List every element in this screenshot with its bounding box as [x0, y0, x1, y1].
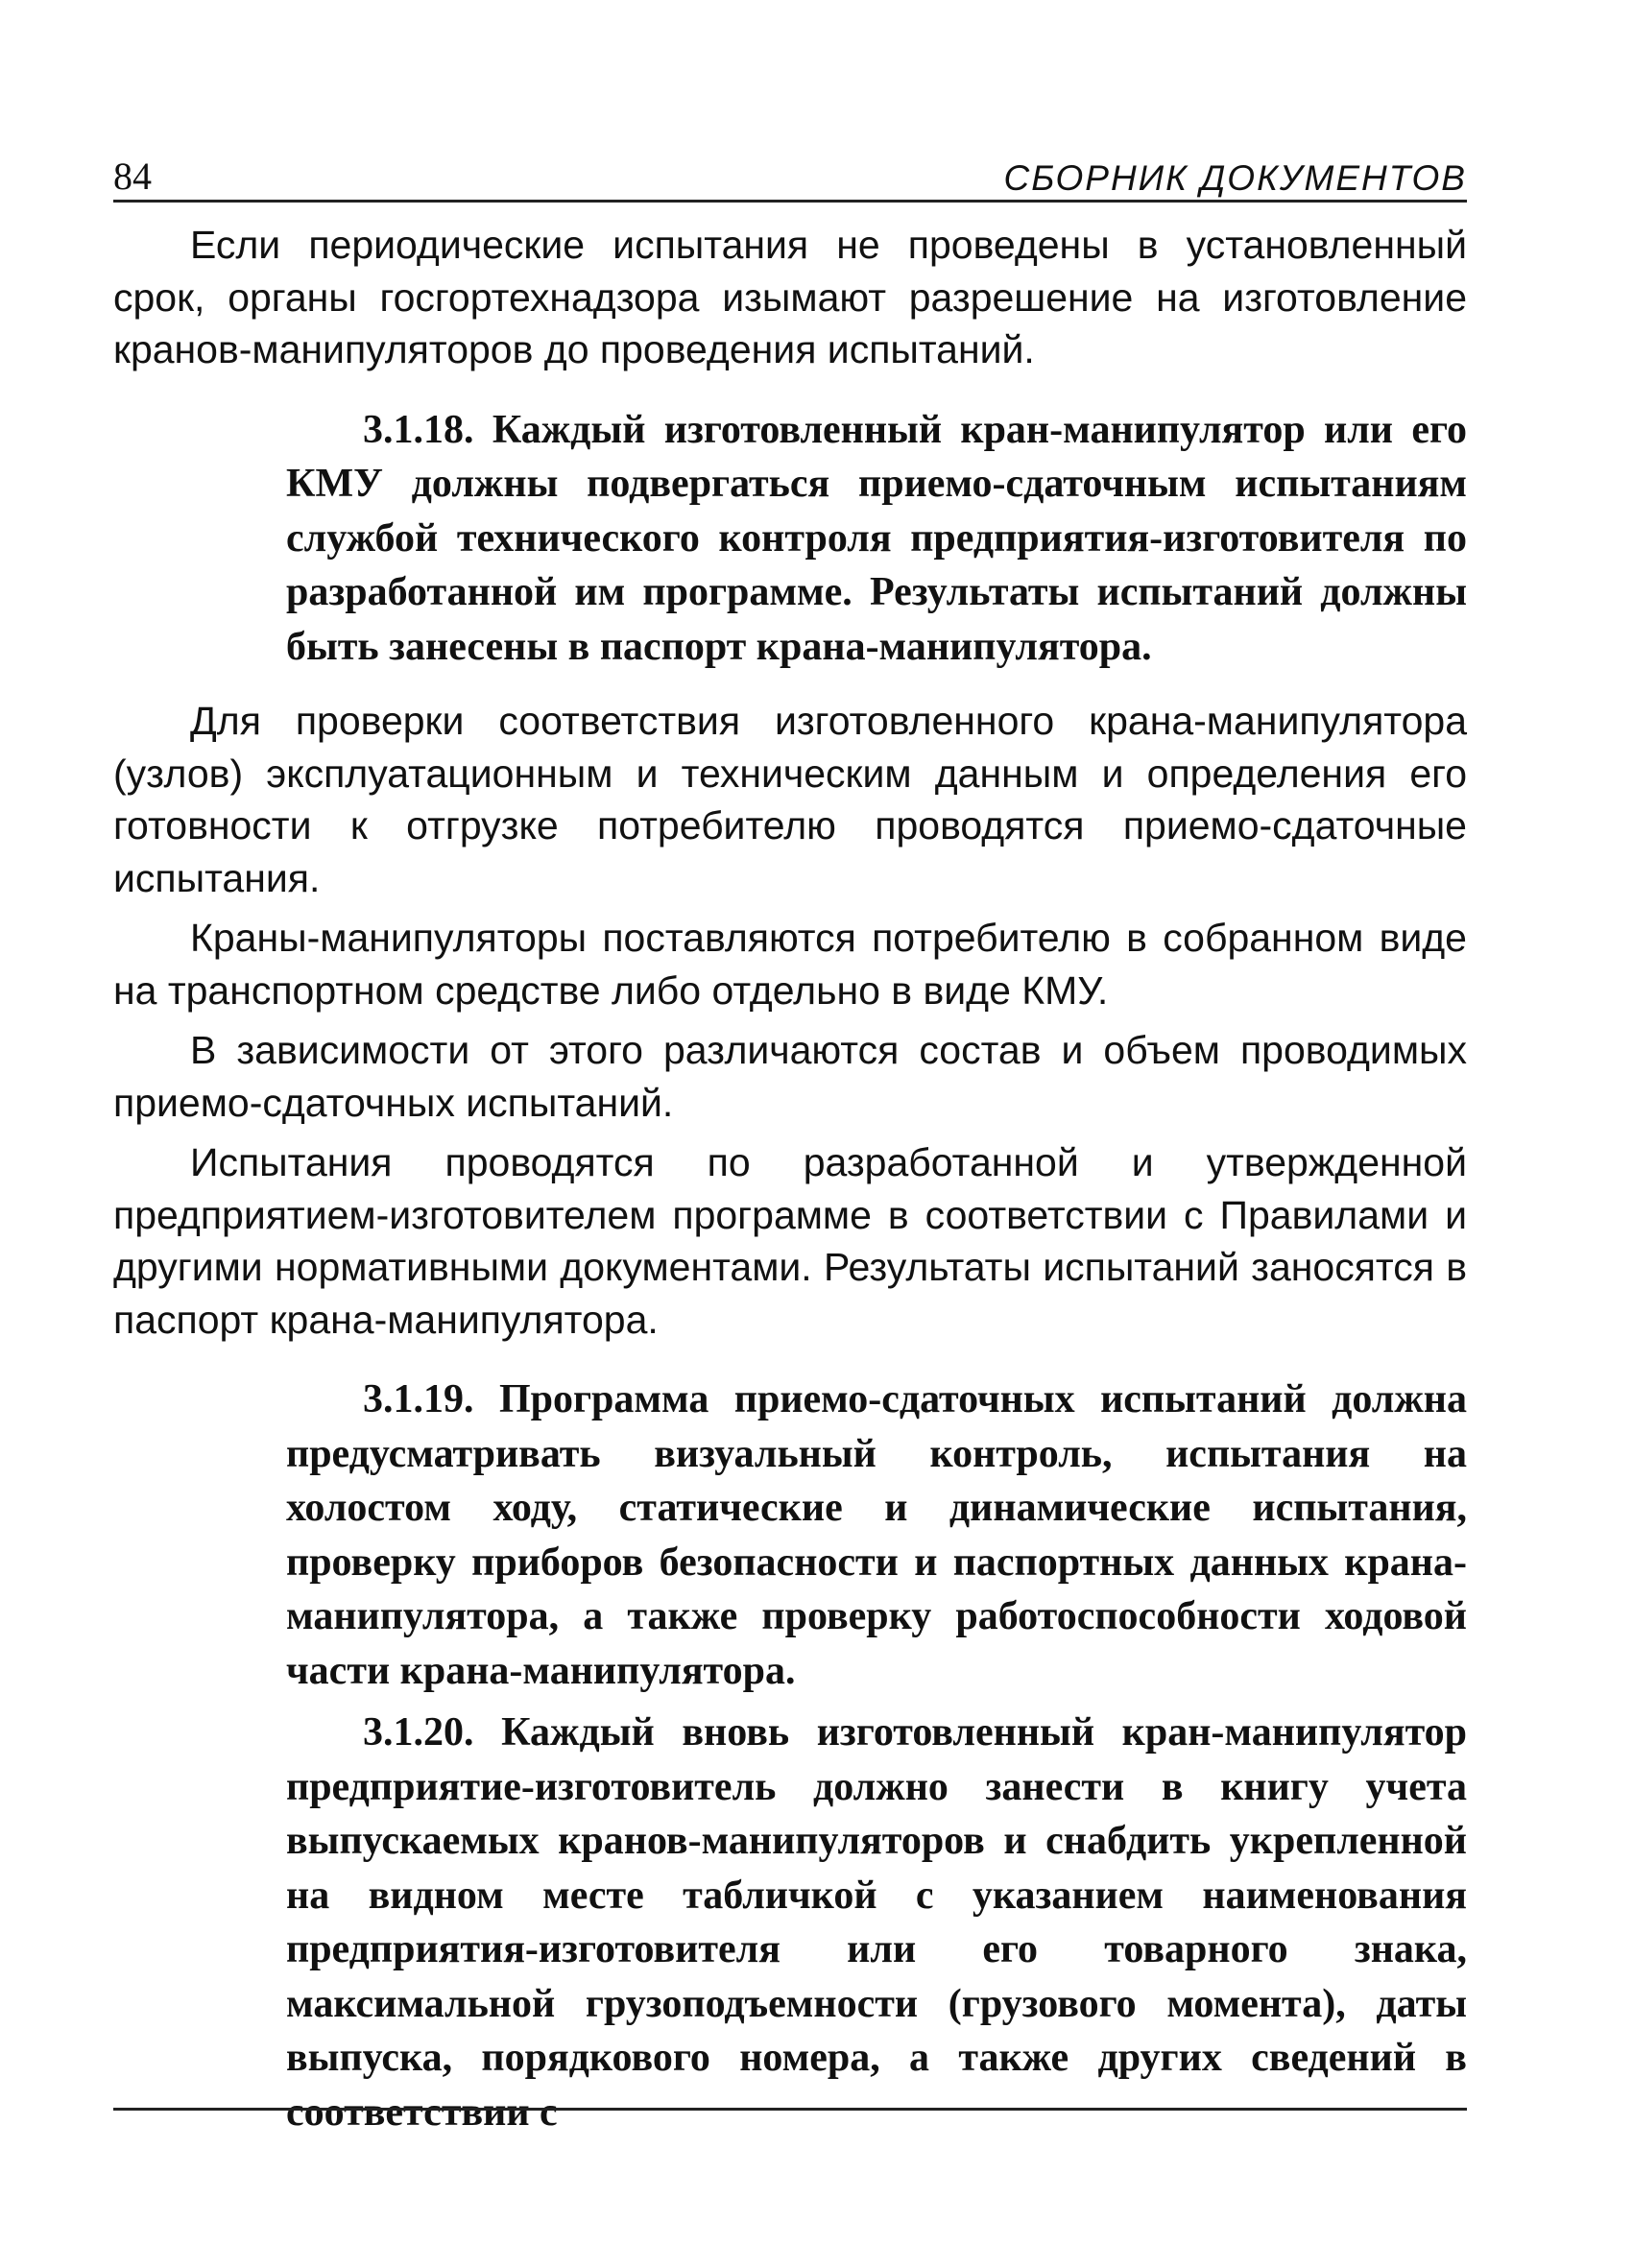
page-header: [113, 144, 1467, 203]
clause-number: 3.1.19.: [363, 1377, 474, 1421]
paragraph-test-scope: В зависимости от этого различаются состав и объем проводимых приемо-сдаточных испытаний.: [113, 1028, 1467, 1125]
clause-3-1-18: [113, 403, 1467, 675]
paragraph-periodic-tests: Если периодические испытания не проведены в установленный срок, органы госгортехнадзора изымают разрешение на изготовление кранов-манипуляторов до проведения испытаний.: [113, 223, 1467, 371]
clause-text: Каждый изготовленный кран-манипулятор или его КМУ должны подвергаться приемо-сдаточным испытаниям службой технического контроля предприятия-изготовителя по разработанной им программе. Результаты испытаний должны быть занесены в паспорт крана-манипулятора.: [286, 407, 1467, 669]
clause-3-1-19: [113, 1373, 1467, 1698]
clause-number: 3.1.20.: [363, 1710, 474, 1755]
page-number: 84: [113, 155, 152, 198]
paragraph-delivery: Краны-манипуляторы поставляются потребителю в собранном виде на транспортном средстве либо отдельно в виде КМУ.: [113, 916, 1467, 1013]
document-body: [113, 219, 1467, 2147]
footer-divider: [113, 2108, 1467, 2111]
clause-number: 3.1.18.: [363, 407, 474, 452]
paragraph-conformity-check: Для проверки соответствия изготовленного крана-манипулятора (узлов) эксплуатационным и техническим данным и определения его готовности к отгрузке потребителю проводятся приемо-сдаточные испытания.: [113, 699, 1467, 900]
clause-text: Программа приемо-сдаточных испытаний должна предусматривать визуальный контроль, испытания на холостом ходу, статические и динамические испытания, проверку приборов безопасности и паспортных данных крана-манипулятора, а также проверку работоспособности ходовой части крана-манипулятора.: [286, 1377, 1468, 1693]
running-title: СБОРНИК ДОКУМЕНТОВ: [1003, 158, 1467, 198]
paragraph-test-program: Испытания проводятся по разработанной и утвержденной предприятием-изготовителем программе в соответствии с Правилами и другими нормативными документами. Результаты испытаний заносятся в паспорт крана-манипулятора.: [113, 1140, 1467, 1342]
clause-3-1-20: [113, 1706, 1467, 2139]
clause-text: Каждый вновь изготовленный кран-манипулятор предприятие-изготовитель должно занести в книгу учета выпускаемых кранов-манипуляторов и снабдить укрепленной на видном месте табличкой с указанием наименования предприятия-изготовителя или его товарного знака, максимальной грузоподъемности (грузового момента), даты выпуска, порядкового номера, а также других сведений в соответствии с: [286, 1710, 1467, 2135]
